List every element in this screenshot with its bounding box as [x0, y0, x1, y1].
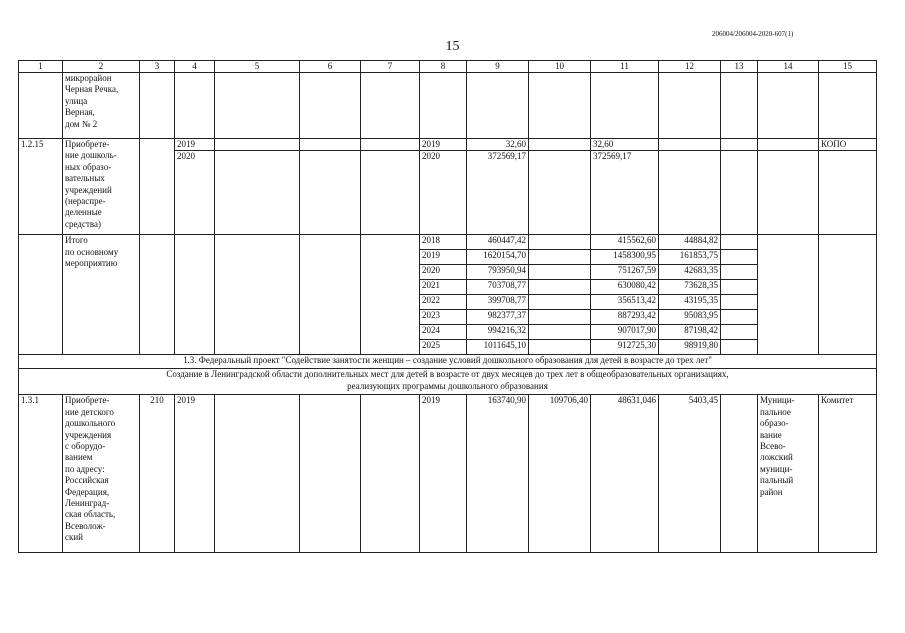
- value-cell: 42683,35: [659, 265, 721, 280]
- document-id: 206004/206004-2020-607(1): [712, 30, 794, 38]
- year-cell: 2021: [420, 280, 467, 295]
- col-header: 8: [420, 61, 467, 73]
- value-cell: 1011645,10: [467, 340, 529, 355]
- year-cell: 2019: [420, 395, 467, 553]
- value-cell: 95083,95: [659, 310, 721, 325]
- item-name: Приобрете- ние дошколь- ных образо- вательных учреждений (нераспре- деленные средства): [63, 139, 140, 235]
- col-header: 14: [758, 61, 819, 73]
- value-cell: 163740,90: [467, 395, 529, 553]
- year-cell: 2024: [420, 325, 467, 340]
- col-header: 12: [659, 61, 721, 73]
- value-cell: 982377,37: [467, 310, 529, 325]
- year-cell: 2018: [420, 235, 467, 250]
- item-name: Приобрете- ние детского дошкольного учреждения с оборудо- ванием по адресу: Российская Федерация, Ленинград- ская область, Всеволож- ский: [63, 395, 140, 553]
- value-cell: 161853,75: [659, 250, 721, 265]
- col-header: 6: [300, 61, 361, 73]
- value-cell: 399708,77: [467, 295, 529, 310]
- program-table: [18, 60, 877, 553]
- table-row: [19, 151, 877, 235]
- year-cell: 2019: [420, 250, 467, 265]
- value-cell: 87198,42: [659, 325, 721, 340]
- subsection-row: [19, 369, 877, 395]
- value-cell: 372569,17: [591, 151, 659, 235]
- year-cell: 2020: [420, 151, 467, 235]
- year-cell: 2020: [175, 151, 215, 235]
- value-cell: 1620154,70: [467, 250, 529, 265]
- value-cell: 460447,42: [467, 235, 529, 250]
- col-header: 1: [19, 61, 63, 73]
- value-cell: 994216,32: [467, 325, 529, 340]
- year-cell: 2019: [175, 139, 215, 151]
- value-cell: 98919,80: [659, 340, 721, 355]
- year-cell: 2019: [420, 139, 467, 151]
- table-row: [19, 139, 877, 151]
- executor-cell: Комитет: [819, 395, 877, 553]
- col-header: 11: [591, 61, 659, 73]
- item-name: микрорайон Черная Речка, улица Верная, дом № 2: [63, 73, 140, 139]
- table-row: [19, 395, 877, 553]
- value-cell: 48631,046: [591, 395, 659, 553]
- value-cell: 751267,59: [591, 265, 659, 280]
- col-header: 2: [63, 61, 140, 73]
- section-title: 1.3. Федеральный проект "Содействие занятости женщин – создание условий дошкольного образования для детей в возрасте до трех лет": [19, 355, 877, 369]
- value-cell: 630080,42: [591, 280, 659, 295]
- table-row: [19, 73, 877, 139]
- value-cell: 32,60: [591, 139, 659, 151]
- item-number: 1.2.15: [19, 139, 63, 151]
- value-cell: 793950,94: [467, 265, 529, 280]
- value-cell: 1458300,95: [591, 250, 659, 265]
- page-number: 15: [445, 39, 460, 54]
- value-cell: 32,60: [467, 139, 529, 151]
- col-header: 3: [140, 61, 175, 73]
- col-header: 4: [175, 61, 215, 73]
- value-cell: 44884,82: [659, 235, 721, 250]
- executor-cell: КОПО: [819, 139, 877, 151]
- value-cell: 372569,17: [467, 151, 529, 235]
- value-cell: 43195,35: [659, 295, 721, 310]
- year-cell: 2020: [420, 265, 467, 280]
- table-row: [19, 235, 877, 250]
- year-cell: 2019: [175, 395, 215, 553]
- value-cell: 109706,40: [529, 395, 591, 553]
- value-cell: 415562,60: [591, 235, 659, 250]
- year-cell: 2023: [420, 310, 467, 325]
- value-cell: 887293,42: [591, 310, 659, 325]
- value-cell: 907017,90: [591, 325, 659, 340]
- header-row: [19, 61, 877, 73]
- value-cell: 912725,30: [591, 340, 659, 355]
- total-label: Итого по основному мероприятию: [63, 235, 140, 355]
- col-header: 9: [467, 61, 529, 73]
- value-cell: 703708,77: [467, 280, 529, 295]
- col-header: 5: [215, 61, 300, 73]
- col-header: 7: [361, 61, 420, 73]
- item-number: 1.3.1: [19, 395, 63, 553]
- value-cell: 5403,45: [659, 395, 721, 553]
- year-cell: 2025: [420, 340, 467, 355]
- section-row: [19, 355, 877, 369]
- col-header: 13: [721, 61, 758, 73]
- col-header: 10: [529, 61, 591, 73]
- municipality-cell: Муници- пальное образо- вание Всево- ложский муници- пальный район: [758, 395, 819, 553]
- year-cell: 2022: [420, 295, 467, 310]
- col-header: 15: [819, 61, 877, 73]
- value-cell: 73628,35: [659, 280, 721, 295]
- value-cell: 356513,42: [591, 295, 659, 310]
- value-cell: 210: [140, 395, 175, 553]
- subsection-title: Создание в Ленинградской области дополнительных мест для детей в возрасте от двух месяцев до трех лет в общеобразовательных организациях, реализующих программы дошкольного образования: [19, 369, 877, 395]
